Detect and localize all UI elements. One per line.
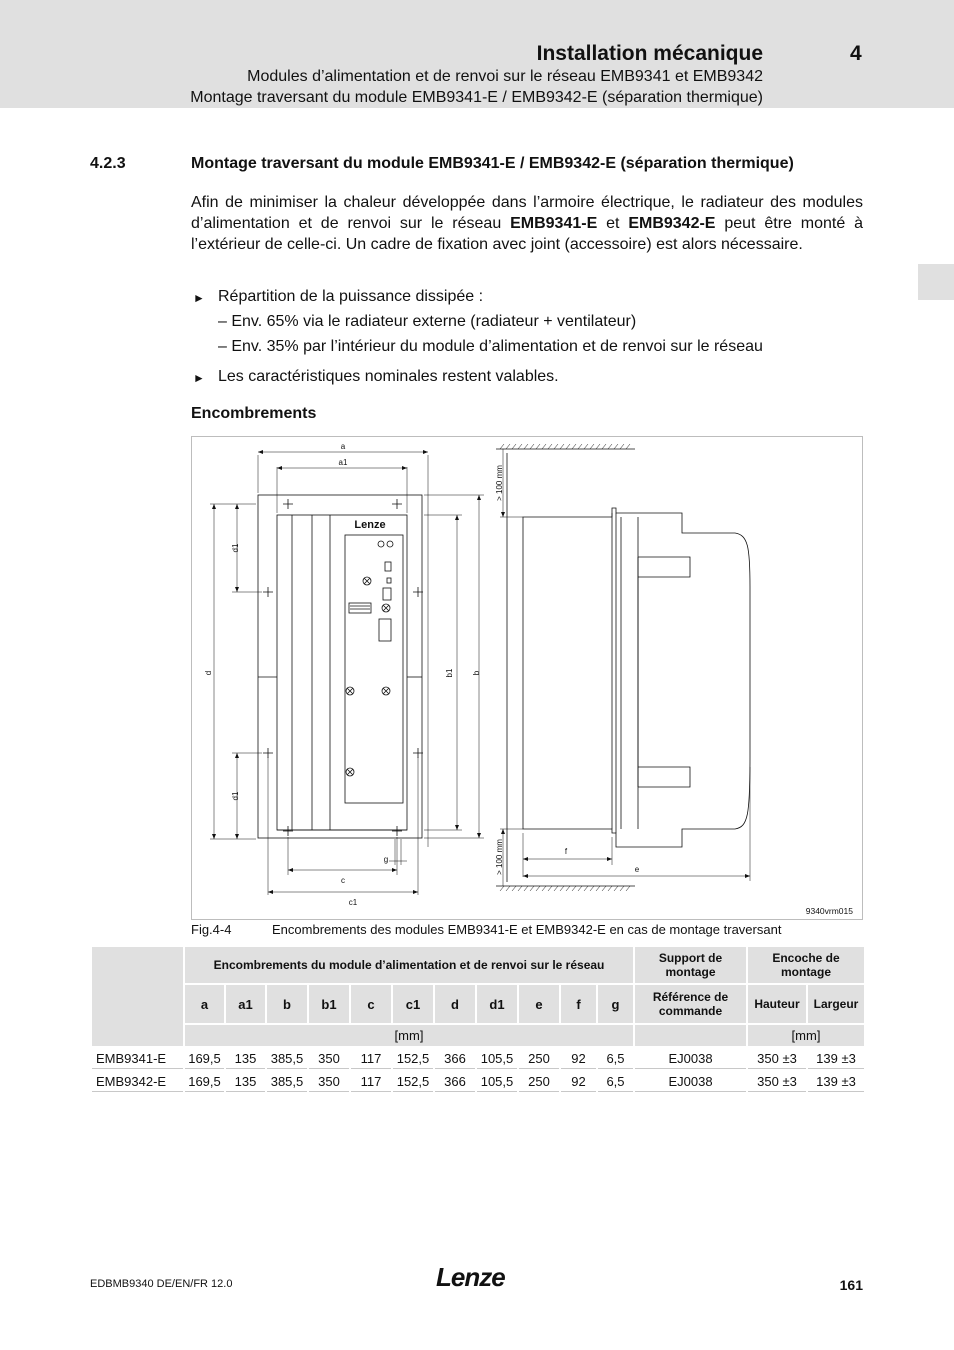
dim-label-d1-top: d1: [231, 543, 240, 553]
dim-label-f: f: [564, 847, 568, 856]
bullet-arrow-icon: ►: [193, 291, 205, 305]
header-subtitle-2: Montage traversant du module EMB9341-E / EMB9342-E (séparation thermique): [190, 89, 763, 106]
cell-width: 139 ±3: [808, 1071, 864, 1092]
col-header: f: [561, 985, 596, 1023]
dim-label-a: a: [340, 442, 346, 451]
col-header-height: Hauteur: [748, 985, 806, 1023]
intro-text-3: peut être monté à l’extérieur de celle-ci. Un cadre de fixation avec joint (accessoire) est alors nécessaire.: [191, 215, 864, 253]
table-row: [92, 1048, 864, 1069]
clearance-label-top: > 100 mm: [495, 465, 504, 501]
table-row: [92, 1071, 864, 1092]
table-group-notch: Encoche de montage: [748, 947, 864, 983]
cell-c1: 152,5: [393, 1071, 433, 1092]
cell-height: 350 ±3: [748, 1071, 806, 1092]
chapter-tab-marker: [918, 264, 954, 300]
dim-label-b: b: [472, 670, 481, 676]
col-header: b1: [309, 985, 349, 1023]
col-header: a: [185, 985, 224, 1023]
bullet-arrow-icon: ►: [193, 371, 205, 385]
table-corner-cell: [92, 947, 183, 1046]
cell-a: 169,5: [185, 1048, 224, 1069]
cell-d1: 105,5: [477, 1048, 517, 1069]
section-number: 4.2.3: [90, 155, 126, 172]
cell-a: 169,5: [185, 1071, 224, 1092]
cell-d: 366: [435, 1048, 475, 1069]
unit-cell-notch: [mm]: [748, 1025, 864, 1046]
dim-label-c1: c1: [348, 898, 358, 907]
cell-d: 366: [435, 1071, 475, 1092]
bullet-sub-external: – Env. 65% via le radiateur externe (radiateur + ventilateur): [218, 313, 637, 330]
subheading-dimensions: Encombrements: [191, 405, 317, 422]
dimensions-table: [90, 945, 866, 1094]
dim-label-e: e: [634, 865, 640, 874]
table-group-support: Support de montage: [635, 947, 746, 983]
cell-a1: 135: [226, 1048, 265, 1069]
figure-caption-label: Fig.4-4: [191, 922, 232, 937]
cell-a1: 135: [226, 1071, 265, 1092]
row-name: EMB9341-E: [92, 1048, 183, 1069]
cell-g: 6,5: [598, 1048, 633, 1069]
cell-width: 139 ±3: [808, 1048, 864, 1069]
cell-b: 385,5: [267, 1071, 307, 1092]
dim-label-d1-bottom: d1: [231, 791, 240, 801]
lenze-logo: Lenze: [436, 1262, 505, 1292]
intro-text-2: et: [597, 215, 629, 232]
intro-paragraph: [191, 192, 863, 255]
col-header: b: [267, 985, 307, 1023]
col-header: d1: [477, 985, 517, 1023]
clearance-label-bottom: > 100 mm: [495, 839, 504, 875]
col-header: a1: [226, 985, 265, 1023]
cell-f: 92: [561, 1048, 596, 1069]
dim-label-g: g: [383, 855, 389, 864]
col-header: g: [598, 985, 633, 1023]
section-title: Montage traversant du module EMB9341-E / EMB9342-E (séparation thermique): [191, 155, 794, 172]
cell-order-ref: EJ0038: [635, 1071, 746, 1092]
col-header: c: [351, 985, 391, 1023]
col-header-width: Largeur: [808, 985, 864, 1023]
cell-d1: 105,5: [477, 1071, 517, 1092]
cell-b1: 350: [309, 1048, 349, 1069]
unit-cell-dimensions: [mm]: [185, 1025, 633, 1046]
dim-label-d: d: [204, 670, 213, 676]
page-number: 161: [839, 1277, 863, 1293]
cell-b: 385,5: [267, 1048, 307, 1069]
bullet-power-split: Répartition de la puissance dissipée :: [218, 288, 484, 305]
cell-e: 250: [519, 1048, 559, 1069]
col-header: e: [519, 985, 559, 1023]
dim-label-b1: b1: [445, 668, 454, 678]
cell-c: 117: [351, 1048, 391, 1069]
col-header: d: [435, 985, 475, 1023]
intro-bold-2: EMB9342-E: [628, 215, 716, 232]
bullet-sub-internal: – Env. 35% par l’intérieur du module d’alimentation et de renvoi sur le réseau: [218, 338, 763, 355]
module-side-outline: [523, 508, 750, 847]
row-name: EMB9342-E: [92, 1071, 183, 1092]
dim-label-a1: a1: [338, 458, 348, 467]
col-header-order-ref: Référence de commande: [635, 985, 746, 1023]
cell-height: 350 ±3: [748, 1048, 806, 1069]
table-group-dimensions: Encombrements du module d’alimentation et de renvoi sur le réseau: [185, 947, 633, 983]
dimension-drawing-svg: [192, 437, 864, 921]
dimension-drawing: [191, 436, 863, 920]
chapter-number: 4: [850, 42, 862, 65]
cell-c: 117: [351, 1071, 391, 1092]
cell-b1: 350: [309, 1071, 349, 1092]
cell-order-ref: EJ0038: [635, 1048, 746, 1069]
cell-g: 6,5: [598, 1071, 633, 1092]
control-panel-outline: [345, 535, 403, 803]
figure-id: 9340vrm015: [805, 906, 853, 916]
dim-label-c: c: [341, 876, 345, 885]
device-brand-label: Lenze: [354, 519, 386, 531]
unit-cell-empty: [635, 1025, 746, 1046]
page-header: [0, 0, 954, 108]
intro-bold-1: EMB9341-E: [510, 215, 598, 232]
mounting-frame-outline: [258, 495, 422, 838]
chapter-title: Installation mécanique: [536, 42, 763, 65]
cell-c1: 152,5: [393, 1048, 433, 1069]
footer-doc-id: EDBMB9340 DE/EN/FR 12.0: [90, 1278, 233, 1290]
header-subtitle-1: Modules d’alimentation et de renvoi sur le réseau EMB9341 et EMB9342: [247, 68, 763, 85]
intro-text-1: Afin de minimiser la chaleur développée dans l’armoire électrique, le radiateur des modules d’alimentation et de renvoi sur le réseau: [191, 194, 863, 232]
figure-caption: Encombrements des modules EMB9341-E et EMB9342-E en cas de montage traversant: [272, 922, 782, 937]
col-header: c1: [393, 985, 433, 1023]
cell-e: 250: [519, 1071, 559, 1092]
cell-f: 92: [561, 1071, 596, 1092]
bullet-ratings: Les caractéristiques nominales restent valables.: [218, 368, 559, 385]
